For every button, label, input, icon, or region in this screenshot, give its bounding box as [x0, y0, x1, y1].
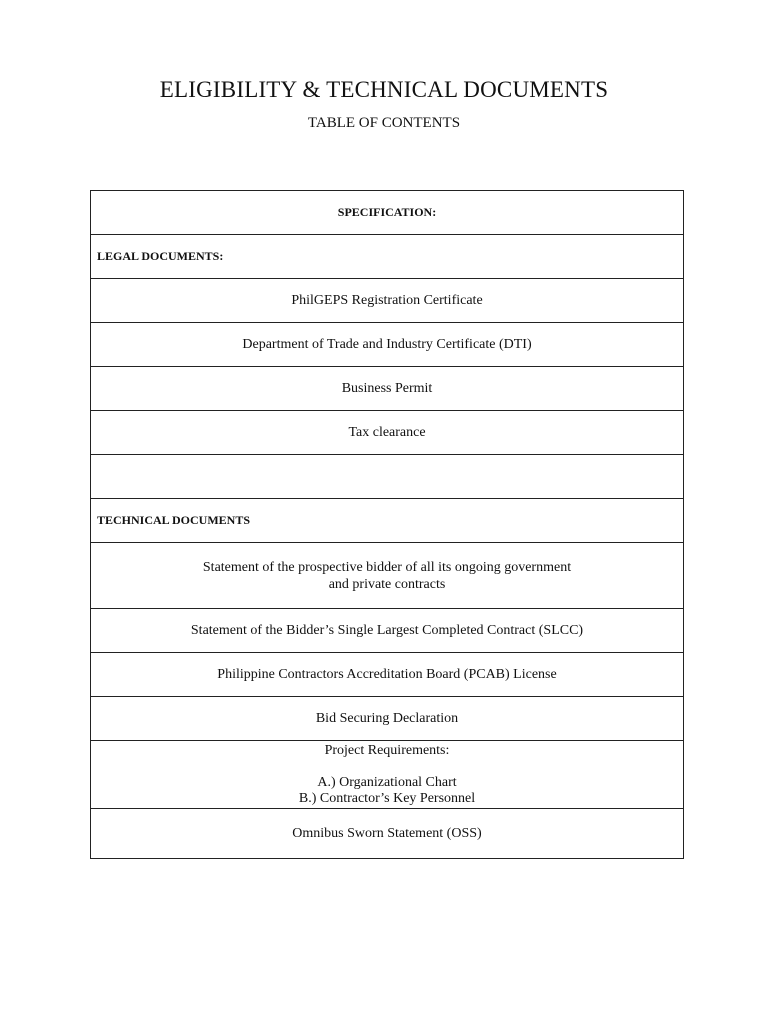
- key-personnel-item: B.) Contractor’s Key Personnel: [298, 791, 476, 806]
- project-requirements-title: Project Requirements:: [324, 743, 450, 758]
- organizational-chart-item: A.) Organizational Chart: [317, 775, 457, 790]
- table-row: [91, 609, 684, 653]
- table-row: [91, 697, 684, 741]
- document-subtitle: TABLE OF CONTENTS: [307, 115, 461, 131]
- table-row: [91, 809, 684, 859]
- table-row: [91, 741, 684, 809]
- ongoing-contracts-line-1: Statement of the prospective bidder of all its ongoing government: [202, 559, 572, 575]
- technical-documents-heading: TECHNICAL DOCUMENTS: [91, 499, 684, 543]
- table-row: [91, 543, 684, 609]
- table-of-contents: [90, 190, 684, 859]
- philgeps-certificate-item: PhilGEPS Registration Certificate: [91, 279, 684, 323]
- ongoing-contracts-item: [91, 543, 684, 609]
- tax-clearance-item: Tax clearance: [91, 411, 684, 455]
- table-row: [91, 653, 684, 697]
- pcab-license-item: Philippine Contractors Accreditation Board (PCAB) License: [91, 653, 684, 697]
- table-row: [91, 279, 684, 323]
- table-row: [91, 411, 684, 455]
- document-title: ELIGIBILITY & TECHNICAL DOCUMENTS: [159, 77, 609, 102]
- slcc-item: Statement of the Bidder’s Single Largest Completed Contract (SLCC): [91, 609, 684, 653]
- business-permit-item: Business Permit: [91, 367, 684, 411]
- empty-cell: [91, 455, 684, 499]
- omnibus-statement-item: Omnibus Sworn Statement (OSS): [91, 809, 684, 859]
- ongoing-contracts-line-2: and private contracts: [328, 576, 446, 592]
- dti-certificate-item: Department of Trade and Industry Certificate (DTI): [91, 323, 684, 367]
- legal-documents-heading: LEGAL DOCUMENTS:: [91, 235, 684, 279]
- table-row: [91, 499, 684, 543]
- table-row: [91, 455, 684, 499]
- project-requirements-item: [91, 741, 684, 809]
- table-row: [91, 191, 684, 235]
- table-row: [91, 235, 684, 279]
- table-row: [91, 367, 684, 411]
- specification-heading: SPECIFICATION:: [91, 191, 684, 235]
- bid-securing-declaration-item: Bid Securing Declaration: [91, 697, 684, 741]
- table-row: [91, 323, 684, 367]
